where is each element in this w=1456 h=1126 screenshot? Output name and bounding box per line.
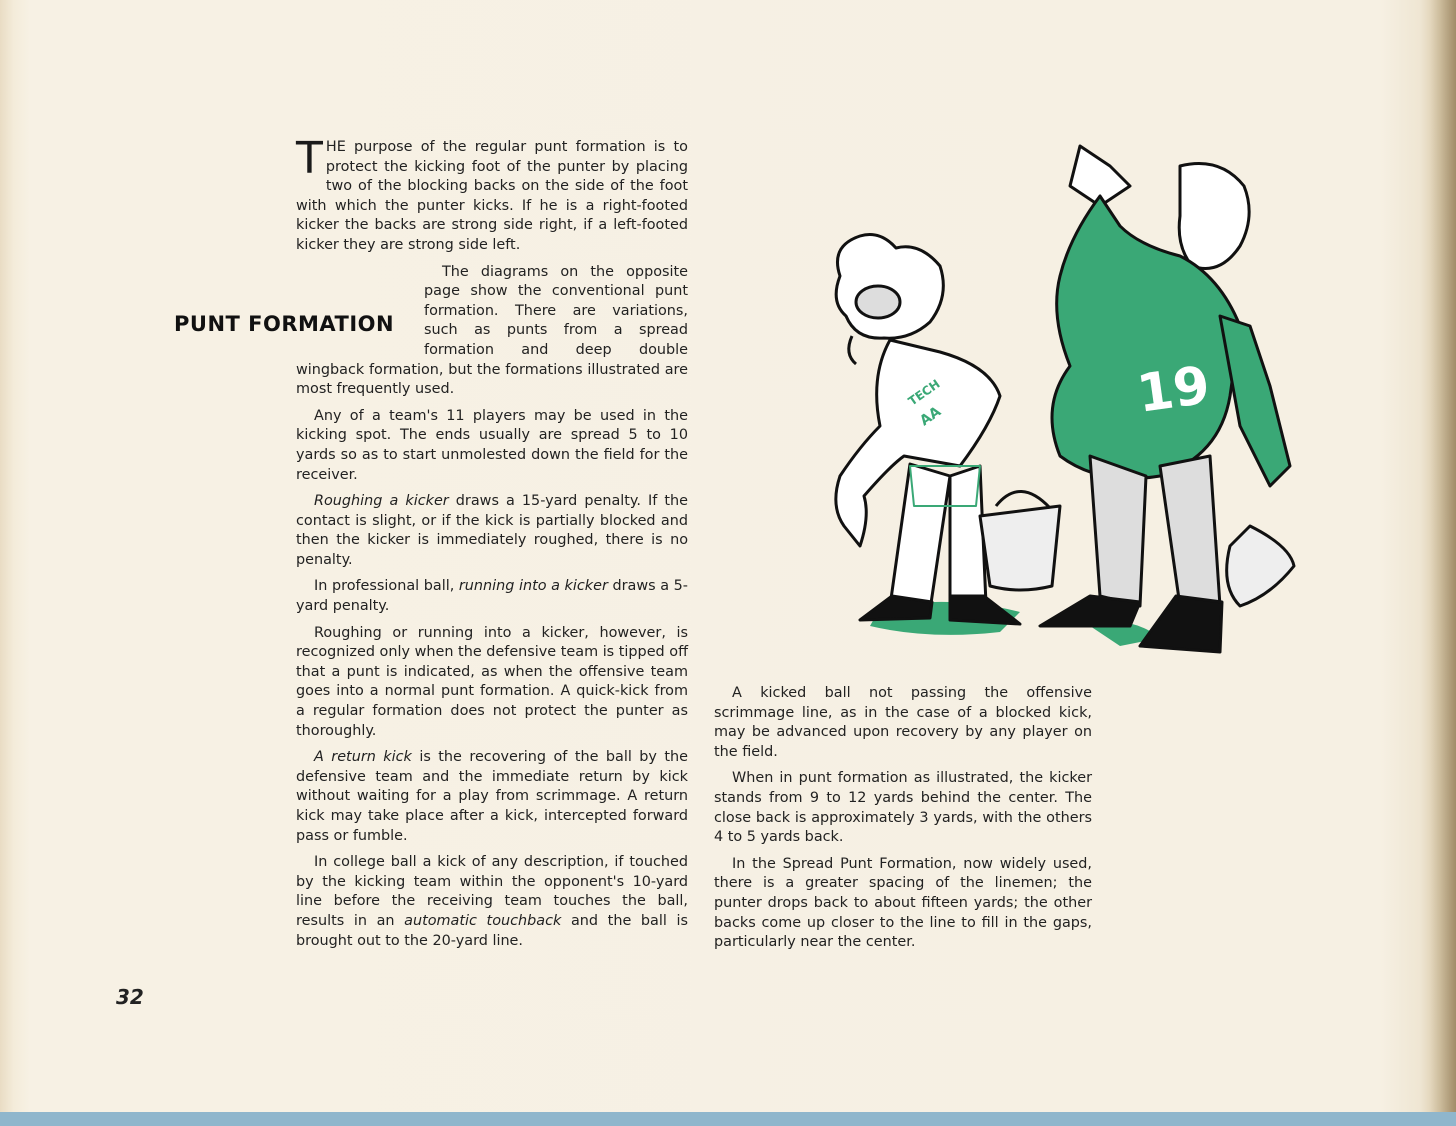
paragraph-5-emphasis: running into a kicker — [458, 578, 608, 595]
page-number: 32 — [116, 985, 144, 1009]
paragraph-8-start: In college ball a kick of any description, if touched by the kicking team within the opponent's 10-yard line before the receiving team touches the ball, results in an — [296, 854, 688, 929]
right-paragraph-3: In the Spread Punt Formation, now widely used, there is a greater spacing of the linemen; the punter drops back to about fifteen yards; the other backs come up closer to the line to fill in the gaps, particularly near the center. — [714, 855, 1092, 951]
right-paragraph-1: A kicked ball not passing the offensive scrimmage line, as in the case of a blocked kick, may be advanced upon recovery by any player on the field. — [714, 685, 1092, 760]
paragraph-5-text: draws a 5-yard penalty. — [296, 578, 688, 615]
right-paragraph-2: When in punt formation as illustrated, the kicker stands from 9 to 12 yards behind the center. The close back is approximately 3 yards, with the others 4 to 5 yards back. — [714, 770, 1092, 846]
jersey-number: 19 — [1133, 355, 1214, 425]
paragraph-2-text: The diagrams on the opposite page show the conventional punt formation. There are variations, such as punts from a spread formation and deep double wingback formation, but the formations illustrated are most frequently used. — [296, 263, 688, 398]
left-text-column — [296, 133, 688, 958]
paragraph-1-text: HE purpose of the regular punt formation is to protect the kicking foot of the punter by placing two of the blocking backs on the side of the foot with which the punter kicks. If he is a right-footed kicker the backs are strong side right, if a left-footed kicker they are strong side left. — [296, 139, 688, 253]
shirt-text-tech: TECH — [905, 376, 943, 409]
paragraph-8-emphasis: automatic touchback — [404, 912, 562, 929]
paragraph-5-start: In professional ball, — [314, 578, 459, 595]
paragraph-4-text: draws a 15-yard penalty. If the contact is slight, or if the kick is partially blocked and then the kicker is immediately roughed, there is no penalty. — [296, 493, 688, 568]
paragraph-7-text: is the recovering of the ball by the defensive team and the immediate return by kick without waiting for a play from scrimmage. A return kick may take place after a kick, intercepted forward pass or fumble. — [296, 749, 688, 844]
section-heading: PUNT FORMATION — [174, 312, 395, 336]
drop-cap: T — [296, 133, 323, 184]
page-spine-shadow — [1430, 0, 1456, 1112]
paragraph-6: Roughing or running into a kicker, however, is recognized only when the defensive team is tipped off that a punt is indicated, as when the offensive team goes into a normal punt formation. A quick-kick from a regular formation does not protect the punter as thoroughly. — [296, 624, 688, 739]
paragraph-7 — [296, 748, 688, 846]
shirt-text-aa: AA — [917, 403, 945, 430]
paragraph-8-text: and the ball is brought out to the 20-yard line. — [296, 912, 688, 949]
right-text-column — [714, 684, 1092, 960]
paragraph-4 — [296, 492, 688, 570]
paragraph-3: Any of a team's 11 players may be used in the kicking spot. The ends usually are spread 5 to 10 yards so as to start unmolested down the field for the receiver. — [296, 407, 688, 483]
paragraph-5 — [296, 577, 688, 616]
cartoon-illustration — [800, 126, 1310, 666]
paragraph-1 — [296, 133, 688, 256]
paragraph-2 — [296, 263, 688, 400]
skinny-player — [836, 235, 1060, 625]
paragraph-8 — [296, 853, 688, 951]
paragraph-4-emphasis: Roughing a kicker — [314, 493, 449, 510]
paragraph-7-emphasis: A return kick — [314, 749, 412, 766]
heading-gap — [296, 263, 424, 359]
